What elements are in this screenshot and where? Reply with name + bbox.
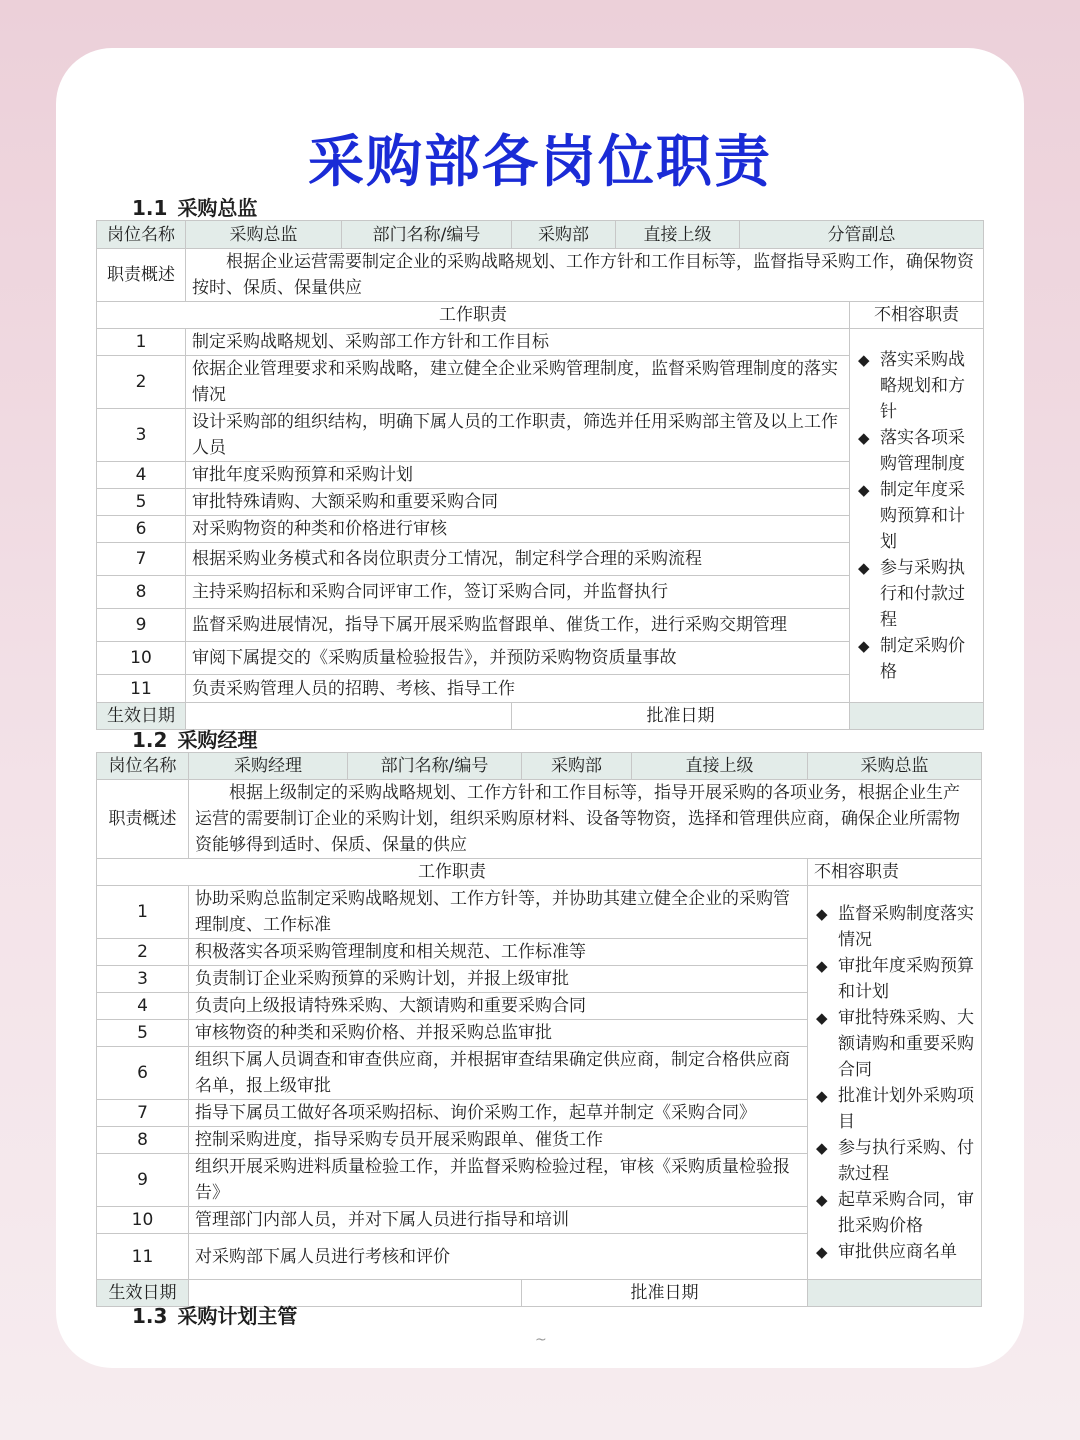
list-item [812,1083,977,1135]
duty-number: 11 [97,675,186,703]
duty-number: 7 [97,1100,189,1127]
bullet-icon: ◆ [858,558,870,577]
position-value: 采购经理 [189,753,348,780]
label-position-name: 岗位名称 [97,221,186,249]
duty-number: 10 [97,1207,189,1234]
duty-table-director [96,220,984,730]
label-dept-name: 部门名称/编号 [342,221,512,249]
duty-text: 审批特殊请购、大额采购和重要采购合同 [186,489,850,516]
section-title: 采购总监 [177,196,258,220]
duty-text: 审阅下属提交的《采购质量检验报告》，并预防采购物资质量事故 [186,642,850,675]
incompatible-cell [850,329,984,703]
list-item [854,425,979,477]
bullet-icon: ◆ [816,1190,828,1209]
incompatible-text: 批准计划外采购项目 [838,1085,974,1132]
approval-date-value [850,703,984,730]
bullet-icon: ◆ [816,1008,828,1027]
bullet-icon: ◆ [816,1138,828,1157]
duty-number: 8 [97,576,186,609]
incompatible-text: 参与采购执行和付款过程 [880,557,965,630]
bullet-icon: ◆ [816,1242,828,1261]
list-item [854,347,979,425]
list-item [812,901,977,953]
bullet-icon: ◆ [858,428,870,447]
list-item [854,555,979,633]
incompatible-text: 审批特殊采购、大额请购和重要采购合同 [838,1007,974,1080]
duty-number: 2 [97,356,186,409]
incompatible-text: 审批年度采购预算和计划 [838,955,974,1002]
incompatible-text: 监督采购制度落实情况 [838,903,974,950]
incompatible-list [854,347,979,685]
label-summary: 职责概述 [97,249,186,302]
duty-text: 对采购物资的种类和价格进行审核 [186,516,850,543]
duty-text: 审核物资的种类和采购价格、并报采购总监审批 [189,1020,808,1047]
list-item [812,1187,977,1239]
duty-number: 3 [97,409,186,462]
label-incompatible: 不相容职责 [808,859,982,886]
duty-number: 9 [97,609,186,642]
label-position-name: 岗位名称 [97,753,189,780]
incompatible-text: 落实采购战略规划和方针 [880,349,965,422]
section-number: 1.3 [132,1304,168,1328]
list-item [812,1239,977,1265]
label-dept-name: 部门名称/编号 [348,753,522,780]
incompatible-text: 落实各项采购管理制度 [880,427,965,474]
duty-number: 9 [97,1154,189,1207]
department-value: 采购部 [522,753,632,780]
summary-text: 根据企业运营需要制定企业的采购战略规划、工作方针和工作目标等，监督指导采购工作，确保物资按时、保质、保量供应 [186,249,984,302]
department-value: 采购部 [512,221,616,249]
position-value: 采购总监 [186,221,342,249]
effective-date-value [186,703,512,730]
duty-text: 负责采购管理人员的招聘、考核、指导工作 [186,675,850,703]
bullet-icon: ◆ [858,350,870,369]
bullet-icon: ◆ [816,1086,828,1105]
duty-number: 2 [97,939,189,966]
label-summary: 职责概述 [97,780,189,859]
duty-text: 组织开展采购进料质量检验工作，并监督采购检验过程，审核《采购质量检验报告》 [189,1154,808,1207]
duty-text: 组织下属人员调查和审查供应商，并根据审查结果确定供应商，制定合格供应商名单，报上级审批 [189,1047,808,1100]
label-duties: 工作职责 [97,859,808,886]
duty-text: 审批年度采购预算和采购计划 [186,462,850,489]
incompatible-text: 审批供应商名单 [838,1241,957,1262]
table-row [97,329,984,356]
incompatible-cell [808,886,982,1280]
superior-value: 采购总监 [808,753,982,780]
duty-number: 1 [97,329,186,356]
duty-number: 8 [97,1127,189,1154]
duty-number: 11 [97,1234,189,1280]
duty-text: 对采购部下属人员进行考核和评价 [189,1234,808,1280]
duty-text: 依据企业管理要求和采购战略，建立健全企业采购管理制度，监督采购管理制度的落实情况 [186,356,850,409]
page-title: 采购部各岗位职责 [308,130,772,195]
duty-text: 协助采购总监制定采购战略规划、工作方针等，并协助其建立健全企业的采购管理制度、工作标准 [189,886,808,939]
superior-value: 分管副总 [740,221,984,249]
bullet-icon: ◆ [816,904,828,923]
section-title: 采购经理 [177,728,258,752]
bullet-icon: ◆ [816,956,828,975]
incompatible-text: 制定采购价格 [880,635,965,682]
duty-number: 4 [97,462,186,489]
incompatible-list [812,901,977,1265]
list-item [854,633,979,685]
duty-text: 主持采购招标和采购合同评审工作，签订采购合同，并监督执行 [186,576,850,609]
duty-number: 3 [97,966,189,993]
duty-number: 4 [97,993,189,1020]
approval-date-value [808,1280,982,1307]
duty-number: 6 [97,516,186,543]
incompatible-text: 起草采购合同，审批采购价格 [838,1189,974,1236]
bullet-icon: ◆ [858,636,870,655]
duty-number: 10 [97,642,186,675]
list-item [812,1005,977,1083]
duty-number: 1 [97,886,189,939]
duty-text: 监督采购进展情况，指导下属开展采购监督跟单、催货工作，进行采购交期管理 [186,609,850,642]
duty-number: 5 [97,1020,189,1047]
section-heading-1-1 [132,195,257,221]
label-approval-date: 批准日期 [522,1280,808,1307]
label-effective-date: 生效日期 [97,1280,189,1307]
incompatible-text: 制定年度采购预算和计划 [880,479,965,552]
duty-text: 积极落实各项采购管理制度和相关规范、工作标准等 [189,939,808,966]
list-item [812,953,977,1005]
duty-text: 负责制订企业采购预算的采购计划，并报上级审批 [189,966,808,993]
duty-number: 7 [97,543,186,576]
footer-mark: ~ [535,1332,547,1348]
duty-text: 控制采购进度，指导采购专员开展采购跟单、催货工作 [189,1127,808,1154]
label-effective-date: 生效日期 [97,703,186,730]
duty-text: 设计采购部的组织结构，明确下属人员的工作职责，筛选并任用采购部主管及以上工作人员 [186,409,850,462]
list-item [812,1135,977,1187]
label-superior: 直接上级 [632,753,808,780]
section-number: 1.2 [132,728,168,752]
bullet-icon: ◆ [858,480,870,499]
section-title: 采购计划主管 [177,1304,298,1328]
duty-text: 负责向上级报请特殊采购、大额请购和重要采购合同 [189,993,808,1020]
duty-text: 管理部门内部人员，并对下属人员进行指导和培训 [189,1207,808,1234]
duty-number: 5 [97,489,186,516]
label-incompatible: 不相容职责 [850,302,984,329]
section-number: 1.1 [132,196,168,220]
table-row [97,886,982,939]
section-heading-1-3 [132,1303,297,1329]
list-item [854,477,979,555]
label-superior: 直接上级 [616,221,740,249]
section-heading-1-2 [132,727,257,753]
label-approval-date: 批准日期 [512,703,850,730]
summary-text: 根据上级制定的采购战略规划、工作方针和工作目标等，指导开展采购的各项业务，根据企业生产运营的需要制订企业的采购计划，组织采购原材料、设备等物资，选择和管理供应商，确保企业所需物资能够得到适时、保质、保量的供应 [189,780,982,859]
label-duties: 工作职责 [97,302,850,329]
incompatible-text: 参与执行采购、付款过程 [838,1137,974,1184]
duty-text: 根据采购业务模式和各岗位职责分工情况，制定科学合理的采购流程 [186,543,850,576]
duty-text: 制定采购战略规划、采购部工作方针和工作目标 [186,329,850,356]
duty-text: 指导下属员工做好各项采购招标、询价采购工作，起草并制定《采购合同》 [189,1100,808,1127]
duty-number: 6 [97,1047,189,1100]
duty-table-manager [96,752,982,1307]
